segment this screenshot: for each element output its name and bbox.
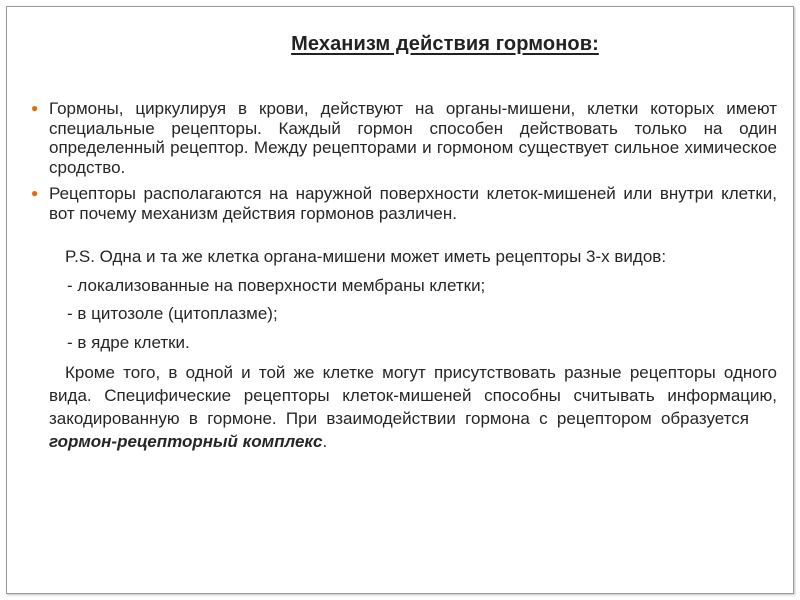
bullet-paragraph-1 xyxy=(31,99,777,177)
slide-title: Механизм действия гормонов: xyxy=(291,33,599,55)
bullet-text-1: Гормоны, циркулируя в крови, действуют на органы-мишени, клетки которых имеют специальные рецепторы. Каждый гормон способен действовать только на один определенный рецептор. Между рецепторами и гормоном существует сильное химическое сродство. xyxy=(49,99,777,177)
slide-body xyxy=(31,97,777,453)
list-item: - в цитозоле (цитоплазме); xyxy=(67,304,278,323)
final-emphasis: гормон-рецепторный комплекс xyxy=(49,432,323,451)
bullet-text-2: Рецепторы располагаются на наружной поверхности клеток-мишеней или внутри клетки, вот почему механизм действия гормонов различен. xyxy=(49,184,777,223)
bullet-dot-icon: ● xyxy=(31,186,39,200)
list-item: - локализованные на поверхности мембраны клетки; xyxy=(67,275,486,295)
slide xyxy=(6,6,794,594)
final-paragraph xyxy=(49,361,777,453)
bullet-paragraph-2 xyxy=(31,184,777,223)
list-item: - в ядре клетки. xyxy=(67,332,190,352)
final-text: Кроме того, в одной и той же клетке могут присутствовать разные рецепторы одного вида. Специфические рецепторы клеток-мишеней способны считывать информацию, закодированную в гормоне. При взаимодействии гормона с рецептором образуется xyxy=(49,363,777,428)
ps-note: P.S. Одна и та же клетка органа-мишени может иметь рецепторы 3-х видов: xyxy=(65,247,667,266)
final-end: . xyxy=(322,432,328,451)
bullet-dot-icon: ● xyxy=(31,101,39,115)
